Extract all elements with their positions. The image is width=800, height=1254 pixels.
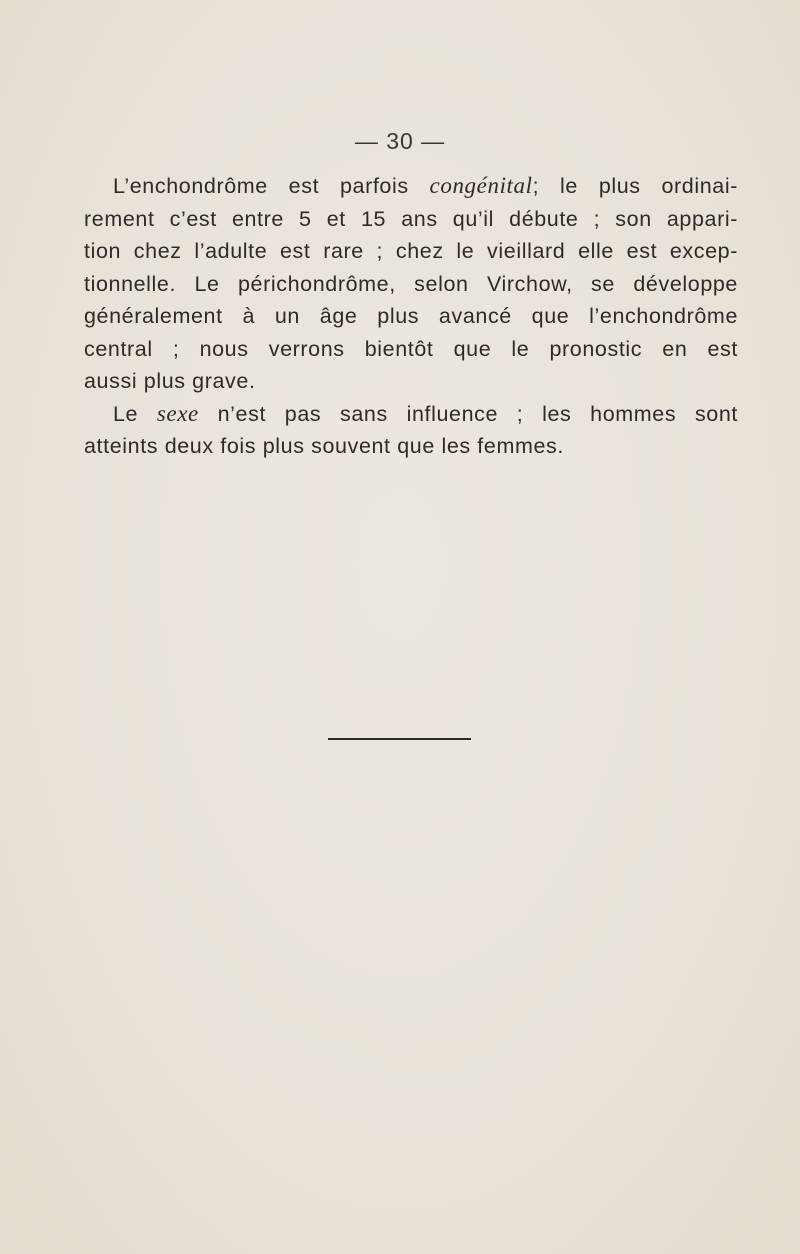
italic-term-sexe: sexe (156, 400, 199, 426)
text-run: Le (113, 401, 157, 426)
paragraph-1 (84, 170, 738, 398)
end-rule (328, 738, 471, 740)
paragraph-2-line-1 (84, 398, 738, 431)
paragraph-1-line-3: tion chez l’adulte est rare ; chez le vieillard elle est excep- (84, 239, 738, 263)
paragraph-1-line-2: rement c’est entre 5 et 15 ans qu’il débute ; son appari- (84, 206, 738, 231)
paragraph-1-line-7: aussi plus grave. (84, 369, 256, 393)
text-run: n’est pas sans influence ; les hommes sont (198, 401, 738, 426)
paragraph-2-line-2: atteints deux fois plus souvent que les femmes. (84, 434, 564, 458)
page-number: — 30 — (354, 128, 446, 154)
text-run: ; le plus ordinai- (532, 174, 738, 198)
paragraph-2 (84, 398, 738, 463)
text-run: L’enchondrôme est parfois (113, 174, 430, 198)
paragraph-1-line-6: central ; nous verrons bientôt que le pronostic en est (84, 336, 738, 361)
paragraph-1-line-1 (84, 170, 738, 203)
body-text (84, 170, 738, 463)
paragraph-1-line-4: tionnelle. Le périchondrôme, selon Virchow, se développe (84, 271, 738, 296)
italic-term-congenital: congénital (429, 173, 533, 198)
paragraph-1-line-5: généralement à un âge plus avancé que l’enchondrôme (84, 304, 738, 328)
